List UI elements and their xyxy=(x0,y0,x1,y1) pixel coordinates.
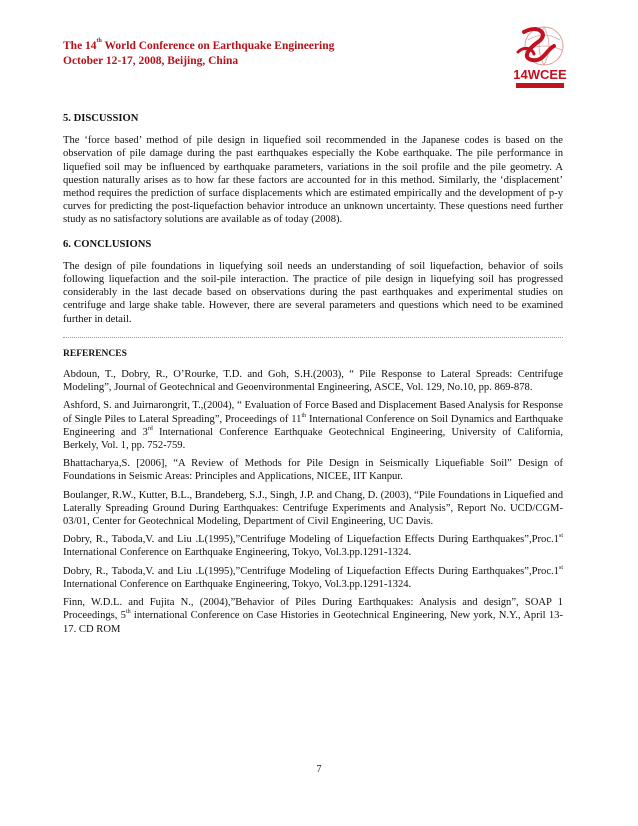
wcee-logo-icon xyxy=(504,22,576,94)
page-number: 7 xyxy=(316,764,322,775)
section-divider xyxy=(63,337,563,338)
title-superscript: th xyxy=(96,38,102,44)
reference-item: Finn, W.D.L. and Fujita N., (2004),”Behavior of Piles During Earthquakes: Analysis and design”, SOAP 1 Proceedings, 5th international Conference on Case Histories in Geotechnical Engineering, New york, N.Y., April 13-17. CD ROM xyxy=(63,597,563,635)
discussion-heading: 5. DISCUSSION xyxy=(63,113,139,124)
references-heading: REFERENCES xyxy=(63,348,127,359)
reference-item: Dobry, R., Taboda,V. and Liu .L(1995),”Centrifuge Modeling of Liquefaction Effects During Earthquakes”,Proc.1st International Conference on Earthquake Engineering, Tokyo, Vol.3.pp.1291-1324. xyxy=(63,533,563,559)
page-header xyxy=(63,34,503,69)
reference-item: Boulanger, R.W., Kutter, B.L., Brandeberg, S.J., Singh, J.P. and Chang, D. (2003), “Pile Foundations in Liquefied and Laterally Spreading Ground During Earthquakes: Centrifuge Experiments and Analysis”, Report No. UCD/CGM-03/01, Center for Geotechnical Modeling, Department of Civil Engineering, UC Davis. xyxy=(63,489,563,528)
conference-date: October 12-17, 2008, Beijing, China xyxy=(63,55,239,67)
conclusions-heading: 6. CONCLUSIONS xyxy=(63,238,152,250)
page-body xyxy=(63,112,563,641)
reference-item: Bhattacharya,S. [2006], “A Review of Methods for Pile Design in Seismically Liquefiable Soil” Design of Foundations in Seismic Areas: Principles and Applications, NICEE, IIT Kanpur. xyxy=(63,458,563,483)
reference-item: Ashford, S. and Juirnarongrit, T.,(2004), “ Evaluation of Force Based and Displacement Based Analysis for Response of Single Piles to Lateral Spreading”, Proceedings of 11th International Conference on Soil Dynamics and Earthquake Engineering and 3rd International Conference Earthquake Geotechnical Engineering, University of California, Berkely, Vol. 1, pp. 752-759. xyxy=(63,400,564,452)
discussion-paragraph: The ‘force based’ method of pile design in liquefied soil recommended in the Japanese codes is based on the observation of pile damage during the past earthquakes especially the Kobe earthquake. The pile performance in liquefied soil may be influenced by earthquake parameters, variations in the soil profile and the pile geometry. A question naturally arises as to how far these factors are accounted for in this method. Similarly, the ‘displacement’ method requires the prediction of surface displacements which are estimated empirically and the development of p-y curves for predicting the post-liquefaction behavior introduce an unknown uncertainty. These questions need further study as no satisfactory solutions are available as of today (2008). xyxy=(63,135,563,226)
reference-item: Dobry, R., Taboda,V. and Liu .L(1995),”Centrifuge Modeling of Liquefaction Effects During Earthquakes”,Proc.1st International Conference on Earthquake Engineering, Tokyo, Vol.3.pp.1291-1324. xyxy=(63,564,563,590)
logo-wordmark: 14WCEE xyxy=(513,67,567,82)
conclusions-paragraph: The design of pile foundations in liquefying soil needs an understanding of soil liquefaction, behavior of soils following liquefaction and the soil-pile interaction. The practice of pile design in liquefying soil has progressed considerably in the last decade based on observations during the past earthquakes and experimental studies on centrifuge and large shake table. However, there are several parameters and questions which need to be examined further in detail. xyxy=(63,260,563,325)
reference-item: Abdoun, T., Dobry, R., O’Rourke, T.D. and Goh, S.H.(2003), “ Pile Response to Lateral Spreads: Centrifuge Modeling”, Journal of Geotechnical and Geoenvironmental Engineering, ASCE, Vol. 129, No.10, pp. 869-878. xyxy=(63,369,563,394)
conference-title: The 14th World Conference on Earthquake Engineering xyxy=(63,38,335,52)
